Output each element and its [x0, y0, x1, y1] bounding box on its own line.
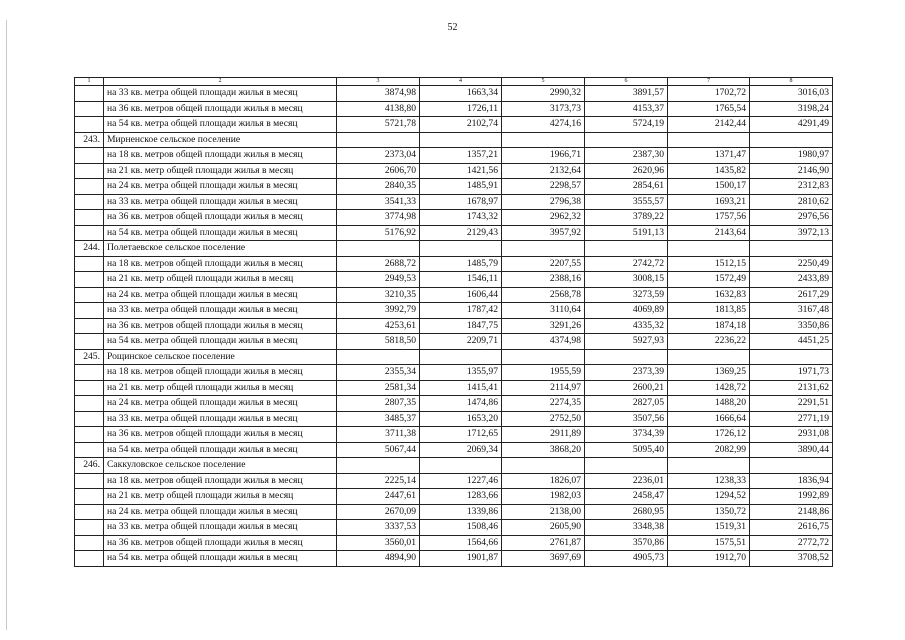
value-cell-col-3: 2225,14	[337, 473, 420, 489]
empty-cell	[420, 349, 502, 365]
value-cell-col-7: 1294,52	[668, 489, 750, 505]
row-label: на 18 кв. метров общей площади жилья в месяц	[104, 473, 337, 489]
row-label: на 36 кв. метров общей площади жилья в месяц	[104, 210, 337, 226]
column-number-3: 3	[337, 78, 420, 86]
value-cell-col-6: 3789,22	[585, 210, 668, 226]
value-cell-col-7: 1572,49	[668, 272, 750, 288]
value-cell-col-8: 2976,56	[750, 210, 833, 226]
empty-cell	[668, 349, 750, 365]
value-cell-col-7: 1765,54	[668, 101, 750, 117]
empty-cell	[75, 101, 104, 117]
empty-cell	[75, 411, 104, 427]
value-cell-col-6: 2742,72	[585, 256, 668, 272]
value-cell-col-8: 3198,24	[750, 101, 833, 117]
value-cell-col-8: 3972,13	[750, 225, 833, 241]
value-cell-col-7: 1632,83	[668, 287, 750, 303]
row-label: на 24 кв. метра общей площади жилья в месяц	[104, 504, 337, 520]
empty-cell	[420, 132, 502, 148]
table-row	[75, 489, 833, 505]
value-cell-col-5: 2388,16	[502, 272, 585, 288]
empty-cell	[750, 132, 833, 148]
table-row	[75, 442, 833, 458]
value-cell-col-8: 2617,29	[750, 287, 833, 303]
value-cell-col-8: 2131,62	[750, 380, 833, 396]
value-cell-col-3: 2807,35	[337, 396, 420, 412]
row-label: на 21 кв. метр общей площади жилья в месяц	[104, 489, 337, 505]
value-cell-col-8: 2148,86	[750, 504, 833, 520]
value-cell-col-5: 2911,89	[502, 427, 585, 443]
table-row	[75, 504, 833, 520]
section-row	[75, 132, 833, 148]
row-label: на 33 кв. метра общей площади жилья в месяц	[104, 411, 337, 427]
value-cell-col-4: 1546,11	[420, 272, 502, 288]
empty-cell	[668, 241, 750, 257]
value-cell-col-7: 1702,72	[668, 86, 750, 102]
empty-cell	[75, 225, 104, 241]
value-cell-col-8: 2433,89	[750, 272, 833, 288]
value-cell-col-5: 2962,32	[502, 210, 585, 226]
value-cell-col-7: 1874,18	[668, 318, 750, 334]
row-label: на 54 кв. метра общей площади жилья в месяц	[104, 117, 337, 133]
value-cell-col-7: 1726,12	[668, 427, 750, 443]
empty-cell	[668, 132, 750, 148]
table-row	[75, 117, 833, 133]
column-number-row	[75, 78, 833, 86]
table-row	[75, 396, 833, 412]
table-row	[75, 225, 833, 241]
empty-cell	[750, 349, 833, 365]
value-cell-col-8: 3016,03	[750, 86, 833, 102]
value-cell-col-8: 2616,75	[750, 520, 833, 536]
value-cell-col-3: 2670,09	[337, 504, 420, 520]
section-row	[75, 241, 833, 257]
value-cell-col-7: 1238,33	[668, 473, 750, 489]
value-cell-col-7: 2236,22	[668, 334, 750, 350]
empty-cell	[502, 349, 585, 365]
value-cell-col-7: 1350,72	[668, 504, 750, 520]
column-number-2: 2	[104, 78, 337, 86]
value-cell-col-6: 4905,73	[585, 551, 668, 567]
value-cell-col-5: 2207,55	[502, 256, 585, 272]
value-cell-col-8: 1971,73	[750, 365, 833, 381]
value-cell-col-6: 3348,38	[585, 520, 668, 536]
value-cell-col-5: 1826,07	[502, 473, 585, 489]
row-label: на 21 кв. метр общей площади жилья в месяц	[104, 163, 337, 179]
value-cell-col-8: 2291,51	[750, 396, 833, 412]
empty-cell	[337, 349, 420, 365]
empty-cell	[585, 349, 668, 365]
empty-cell	[75, 551, 104, 567]
empty-cell	[502, 458, 585, 474]
value-cell-col-7: 1666,64	[668, 411, 750, 427]
value-cell-col-5: 2114,97	[502, 380, 585, 396]
value-cell-col-6: 3555,57	[585, 194, 668, 210]
empty-cell	[75, 86, 104, 102]
value-cell-col-5: 3697,69	[502, 551, 585, 567]
value-cell-col-5: 2568,78	[502, 287, 585, 303]
table-row	[75, 365, 833, 381]
section-title: Полетаевское сельское поселение	[104, 241, 337, 257]
table-row	[75, 163, 833, 179]
table-row	[75, 551, 833, 567]
value-cell-col-4: 1787,42	[420, 303, 502, 319]
row-label: на 33 кв. метра общей площади жилья в месяц	[104, 520, 337, 536]
value-cell-col-8: 1980,97	[750, 148, 833, 164]
value-cell-col-4: 1357,21	[420, 148, 502, 164]
value-cell-col-8: 3708,52	[750, 551, 833, 567]
column-number-6: 6	[585, 78, 668, 86]
value-cell-col-7: 1693,21	[668, 194, 750, 210]
value-cell-col-3: 3711,38	[337, 427, 420, 443]
value-cell-col-6: 4069,89	[585, 303, 668, 319]
value-cell-col-3: 2447,61	[337, 489, 420, 505]
value-cell-col-3: 3560,01	[337, 535, 420, 551]
column-number-4: 4	[420, 78, 502, 86]
value-cell-col-4: 1743,32	[420, 210, 502, 226]
value-cell-col-7: 1757,56	[668, 210, 750, 226]
value-cell-col-6: 3008,15	[585, 272, 668, 288]
empty-cell	[75, 148, 104, 164]
section-number: 246.	[75, 458, 104, 474]
value-cell-col-4: 1474,86	[420, 396, 502, 412]
empty-cell	[75, 365, 104, 381]
row-label: на 18 кв. метров общей площади жилья в месяц	[104, 256, 337, 272]
value-cell-col-5: 2605,90	[502, 520, 585, 536]
value-cell-col-8: 2771,19	[750, 411, 833, 427]
column-number-7: 7	[668, 78, 750, 86]
value-cell-col-8: 2146,90	[750, 163, 833, 179]
tariff-table	[74, 77, 833, 567]
value-cell-col-7: 2142,44	[668, 117, 750, 133]
table-row	[75, 179, 833, 195]
value-cell-col-6: 2680,95	[585, 504, 668, 520]
value-cell-col-3: 5067,44	[337, 442, 420, 458]
column-number-5: 5	[502, 78, 585, 86]
empty-cell	[75, 256, 104, 272]
row-label: на 21 кв. метр общей площади жилья в месяц	[104, 272, 337, 288]
value-cell-col-5: 2274,35	[502, 396, 585, 412]
empty-cell	[75, 303, 104, 319]
value-cell-col-3: 5176,92	[337, 225, 420, 241]
value-cell-col-4: 1847,75	[420, 318, 502, 334]
table-row	[75, 194, 833, 210]
value-cell-col-4: 2129,43	[420, 225, 502, 241]
value-cell-col-6: 2387,30	[585, 148, 668, 164]
value-cell-col-3: 3992,79	[337, 303, 420, 319]
value-cell-col-3: 2949,53	[337, 272, 420, 288]
value-cell-col-5: 2752,50	[502, 411, 585, 427]
row-label: на 18 кв. метров общей площади жилья в месяц	[104, 148, 337, 164]
value-cell-col-5: 3957,92	[502, 225, 585, 241]
row-label: на 18 кв. метров общей площади жилья в месяц	[104, 365, 337, 381]
value-cell-col-5: 2761,87	[502, 535, 585, 551]
value-cell-col-7: 1512,15	[668, 256, 750, 272]
value-cell-col-3: 4138,80	[337, 101, 420, 117]
value-cell-col-3: 3485,37	[337, 411, 420, 427]
value-cell-col-4: 1678,97	[420, 194, 502, 210]
empty-cell	[585, 132, 668, 148]
row-label: на 36 кв. метров общей площади жилья в месяц	[104, 427, 337, 443]
value-cell-col-6: 2854,61	[585, 179, 668, 195]
value-cell-col-3: 4894,90	[337, 551, 420, 567]
row-label: на 36 кв. метров общей площади жилья в месяц	[104, 101, 337, 117]
table-row	[75, 535, 833, 551]
value-cell-col-3: 3541,33	[337, 194, 420, 210]
value-cell-col-5: 2796,38	[502, 194, 585, 210]
value-cell-col-8: 1992,89	[750, 489, 833, 505]
empty-cell	[502, 132, 585, 148]
row-label: на 24 кв. метра общей площади жилья в месяц	[104, 396, 337, 412]
column-number-8: 8	[750, 78, 833, 86]
value-cell-col-3: 3874,98	[337, 86, 420, 102]
value-cell-col-7: 1369,25	[668, 365, 750, 381]
value-cell-col-8: 2810,62	[750, 194, 833, 210]
value-cell-col-5: 2298,57	[502, 179, 585, 195]
empty-cell	[75, 442, 104, 458]
value-cell-col-6: 3734,39	[585, 427, 668, 443]
row-label: на 21 кв. метр общей площади жилья в месяц	[104, 380, 337, 396]
value-cell-col-4: 1421,56	[420, 163, 502, 179]
value-cell-col-5: 4274,16	[502, 117, 585, 133]
value-cell-col-4: 1227,46	[420, 473, 502, 489]
table-row	[75, 256, 833, 272]
empty-cell	[75, 334, 104, 350]
empty-cell	[75, 520, 104, 536]
empty-cell	[585, 241, 668, 257]
value-cell-col-4: 1564,66	[420, 535, 502, 551]
empty-cell	[420, 458, 502, 474]
value-cell-col-5: 2132,64	[502, 163, 585, 179]
value-cell-col-6: 3891,57	[585, 86, 668, 102]
value-cell-col-7: 1428,72	[668, 380, 750, 396]
value-cell-col-3: 2355,34	[337, 365, 420, 381]
table-row	[75, 520, 833, 536]
value-cell-col-6: 5095,40	[585, 442, 668, 458]
value-cell-col-6: 4335,32	[585, 318, 668, 334]
section-number: 243.	[75, 132, 104, 148]
value-cell-col-6: 3570,86	[585, 535, 668, 551]
table-row	[75, 318, 833, 334]
value-cell-col-6: 3273,59	[585, 287, 668, 303]
value-cell-col-6: 4153,37	[585, 101, 668, 117]
value-cell-col-8: 3890,44	[750, 442, 833, 458]
section-row	[75, 458, 833, 474]
value-cell-col-6: 2827,05	[585, 396, 668, 412]
row-label: на 54 кв. метра общей площади жилья в месяц	[104, 551, 337, 567]
value-cell-col-4: 1485,91	[420, 179, 502, 195]
value-cell-col-6: 2458,47	[585, 489, 668, 505]
section-title: Рощинское сельское поселение	[104, 349, 337, 365]
row-label: на 33 кв. метра общей площади жилья в месяц	[104, 303, 337, 319]
value-cell-col-3: 3210,35	[337, 287, 420, 303]
empty-cell	[75, 210, 104, 226]
value-cell-col-7: 1371,47	[668, 148, 750, 164]
value-cell-col-4: 1653,20	[420, 411, 502, 427]
value-cell-col-7: 1488,20	[668, 396, 750, 412]
value-cell-col-3: 4253,61	[337, 318, 420, 334]
section-title: Саккуловское сельское поселение	[104, 458, 337, 474]
table-row	[75, 86, 833, 102]
empty-cell	[585, 458, 668, 474]
value-cell-col-8: 3167,48	[750, 303, 833, 319]
value-cell-col-4: 1508,46	[420, 520, 502, 536]
empty-cell	[75, 194, 104, 210]
value-cell-col-5: 3110,64	[502, 303, 585, 319]
empty-cell	[75, 287, 104, 303]
value-cell-col-6: 5927,93	[585, 334, 668, 350]
value-cell-col-6: 2600,21	[585, 380, 668, 396]
value-cell-col-3: 5721,78	[337, 117, 420, 133]
value-cell-col-3: 2688,72	[337, 256, 420, 272]
section-title: Мирненское сельское поселение	[104, 132, 337, 148]
value-cell-col-3: 2606,70	[337, 163, 420, 179]
table-body	[75, 78, 833, 567]
value-cell-col-3: 2840,35	[337, 179, 420, 195]
value-cell-col-8: 4291,49	[750, 117, 833, 133]
row-label: на 24 кв. метра общей площади жилья в месяц	[104, 287, 337, 303]
row-label: на 54 кв. метра общей площади жилья в месяц	[104, 334, 337, 350]
row-label: на 54 кв. метра общей площади жилья в месяц	[104, 225, 337, 241]
value-cell-col-4: 1606,44	[420, 287, 502, 303]
table-row	[75, 101, 833, 117]
value-cell-col-6: 2620,96	[585, 163, 668, 179]
value-cell-col-3: 2581,34	[337, 380, 420, 396]
value-cell-col-7: 2143,64	[668, 225, 750, 241]
table-row	[75, 427, 833, 443]
value-cell-col-5: 1966,71	[502, 148, 585, 164]
table-row	[75, 210, 833, 226]
value-cell-col-4: 2069,34	[420, 442, 502, 458]
empty-cell	[75, 504, 104, 520]
value-cell-col-8: 3350,86	[750, 318, 833, 334]
empty-cell	[420, 241, 502, 257]
value-cell-col-7: 1912,70	[668, 551, 750, 567]
value-cell-col-4: 1485,79	[420, 256, 502, 272]
value-cell-col-3: 3774,98	[337, 210, 420, 226]
value-cell-col-6: 3507,56	[585, 411, 668, 427]
empty-cell	[75, 272, 104, 288]
value-cell-col-4: 2102,74	[420, 117, 502, 133]
empty-cell	[502, 241, 585, 257]
value-cell-col-5: 3868,20	[502, 442, 585, 458]
value-cell-col-5: 3291,26	[502, 318, 585, 334]
value-cell-col-3: 5818,50	[337, 334, 420, 350]
empty-cell	[75, 489, 104, 505]
empty-cell	[75, 473, 104, 489]
empty-cell	[750, 458, 833, 474]
table-row	[75, 380, 833, 396]
value-cell-col-7: 2082,99	[668, 442, 750, 458]
value-cell-col-6: 5191,13	[585, 225, 668, 241]
page-number: 52	[447, 22, 458, 33]
empty-cell	[75, 396, 104, 412]
empty-cell	[75, 163, 104, 179]
value-cell-col-4: 1712,65	[420, 427, 502, 443]
value-cell-col-4: 1901,87	[420, 551, 502, 567]
value-cell-col-5: 3173,73	[502, 101, 585, 117]
value-cell-col-5: 2138,00	[502, 504, 585, 520]
value-cell-col-7: 1519,31	[668, 520, 750, 536]
table-row	[75, 148, 833, 164]
row-label: на 33 кв. метра общей площади жилья в месяц	[104, 194, 337, 210]
row-label: на 24 кв. метра общей площади жилья в месяц	[104, 179, 337, 195]
value-cell-col-6: 2373,39	[585, 365, 668, 381]
row-label: на 54 кв. метра общей площади жилья в месяц	[104, 442, 337, 458]
value-cell-col-6: 2236,01	[585, 473, 668, 489]
row-label: на 36 кв. метров общей площади жилья в месяц	[104, 318, 337, 334]
value-cell-col-8: 2931,08	[750, 427, 833, 443]
value-cell-col-8: 2772,72	[750, 535, 833, 551]
empty-cell	[75, 427, 104, 443]
value-cell-col-5: 1955,59	[502, 365, 585, 381]
section-row	[75, 349, 833, 365]
empty-cell	[75, 117, 104, 133]
value-cell-col-5: 1982,03	[502, 489, 585, 505]
row-label: на 33 кв. метра общей площади жилья в месяц	[104, 86, 337, 102]
column-number-1: 1	[75, 78, 104, 86]
row-label: на 36 кв. метров общей площади жилья в месяц	[104, 535, 337, 551]
table-row	[75, 303, 833, 319]
empty-cell	[337, 132, 420, 148]
value-cell-col-4: 1415,41	[420, 380, 502, 396]
value-cell-col-7: 1500,17	[668, 179, 750, 195]
value-cell-col-4: 1726,11	[420, 101, 502, 117]
table-row	[75, 334, 833, 350]
value-cell-col-7: 1575,51	[668, 535, 750, 551]
value-cell-col-7: 1813,85	[668, 303, 750, 319]
empty-cell	[750, 241, 833, 257]
value-cell-col-8: 4451,25	[750, 334, 833, 350]
value-cell-col-4: 1355,97	[420, 365, 502, 381]
value-cell-col-8: 2312,83	[750, 179, 833, 195]
scan-edge-line	[6, 20, 7, 630]
value-cell-col-3: 3337,53	[337, 520, 420, 536]
table-row	[75, 411, 833, 427]
value-cell-col-5: 2990,32	[502, 86, 585, 102]
section-number: 245.	[75, 349, 104, 365]
empty-cell	[75, 380, 104, 396]
empty-cell	[337, 458, 420, 474]
section-number: 244.	[75, 241, 104, 257]
value-cell-col-6: 5724,19	[585, 117, 668, 133]
table-row	[75, 272, 833, 288]
value-cell-col-4: 1663,34	[420, 86, 502, 102]
value-cell-col-8: 2250,49	[750, 256, 833, 272]
empty-cell	[75, 179, 104, 195]
value-cell-col-4: 1283,66	[420, 489, 502, 505]
empty-cell	[668, 458, 750, 474]
empty-cell	[75, 535, 104, 551]
value-cell-col-3: 2373,04	[337, 148, 420, 164]
table-row	[75, 287, 833, 303]
value-cell-col-5: 4374,98	[502, 334, 585, 350]
empty-cell	[75, 318, 104, 334]
value-cell-col-7: 1435,82	[668, 163, 750, 179]
value-cell-col-4: 1339,86	[420, 504, 502, 520]
table-row	[75, 473, 833, 489]
value-cell-col-4: 2209,71	[420, 334, 502, 350]
value-cell-col-8: 1836,94	[750, 473, 833, 489]
empty-cell	[337, 241, 420, 257]
